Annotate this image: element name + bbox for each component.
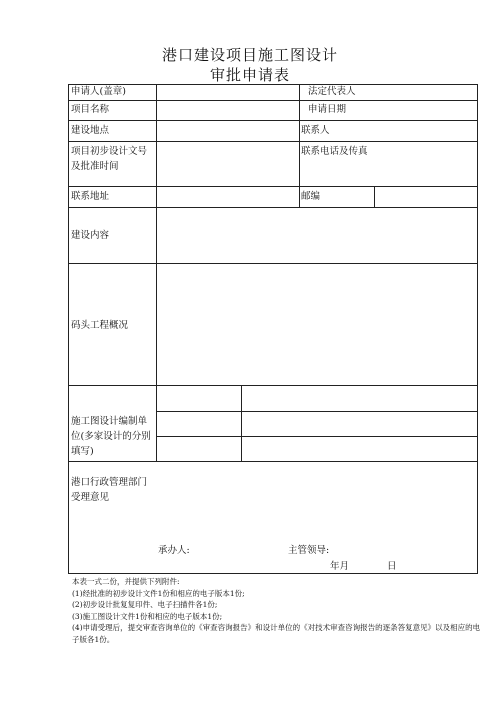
notes-item: (3)施工图设计文件1份和相应的电子版本1份; (72, 611, 223, 621)
row-line (156, 436, 478, 437)
row-line (68, 461, 478, 462)
row-line (68, 186, 478, 187)
row-line (68, 120, 478, 121)
table-border-left (68, 84, 69, 574)
row-line (68, 207, 478, 208)
notes-item: (4)申请受理后，提交审查咨询单位的《审查咨询报告》和设计单位的《对技术审查咨询报告的逐条答复意见》以及相应的电子版各1份。 (72, 623, 481, 644)
label-contact: 联系人 (301, 125, 330, 136)
row-line (68, 263, 478, 264)
label-date: 年月 日 (330, 561, 397, 572)
col-line (374, 186, 375, 207)
label-address: 联系地址 (71, 191, 110, 202)
label-port-admin-opinion: 港口行政管理部门受理意见 (71, 477, 148, 503)
col-line (156, 84, 157, 461)
label-location: 建设地点 (71, 125, 110, 136)
label-applicant: 申请人(盖章) (71, 86, 126, 97)
row-line (68, 141, 478, 142)
form-subtitle: 审批申请表 (209, 66, 290, 84)
row-line (68, 385, 478, 386)
label-legal-representative: 法定代表人 (308, 86, 356, 97)
application-form-table (68, 84, 478, 574)
label-handler: 承办人: (158, 545, 190, 556)
form-title: 港口建设项目施工图设计 (161, 46, 338, 64)
label-apply-date: 申请日期 (308, 104, 347, 115)
label-postcode: 邮编 (301, 191, 321, 202)
label-preliminary-design: 项目初步设计文号及批准时间 (71, 146, 148, 172)
row-line (68, 100, 478, 101)
notes-item: (1)经批准的初步设计文件1份和相应的电子版本1份; (72, 588, 245, 598)
label-design-unit: 施工图设计编制单位(多家设计的分别填写) (71, 416, 151, 457)
attachment-notes (72, 576, 482, 645)
notes-item: (2)初步设计批复复印件、电子扫描件各1份; (72, 600, 218, 609)
row-line (156, 411, 478, 412)
col-line (241, 385, 242, 461)
label-wharf-overview: 码头工程概况 (71, 320, 129, 331)
col-line (299, 84, 300, 207)
label-construction-content: 建设内容 (71, 230, 110, 241)
table-border-right (477, 84, 478, 574)
label-contact-phone-fax: 联系电话及传真 (301, 146, 368, 157)
table-border-top (68, 84, 478, 85)
label-leader: 主管领导: (288, 545, 330, 556)
notes-header: 本表一式二份，并提供下列附件: (72, 577, 180, 586)
table-border-bottom (68, 573, 478, 574)
label-project-name: 项目名称 (71, 104, 110, 115)
